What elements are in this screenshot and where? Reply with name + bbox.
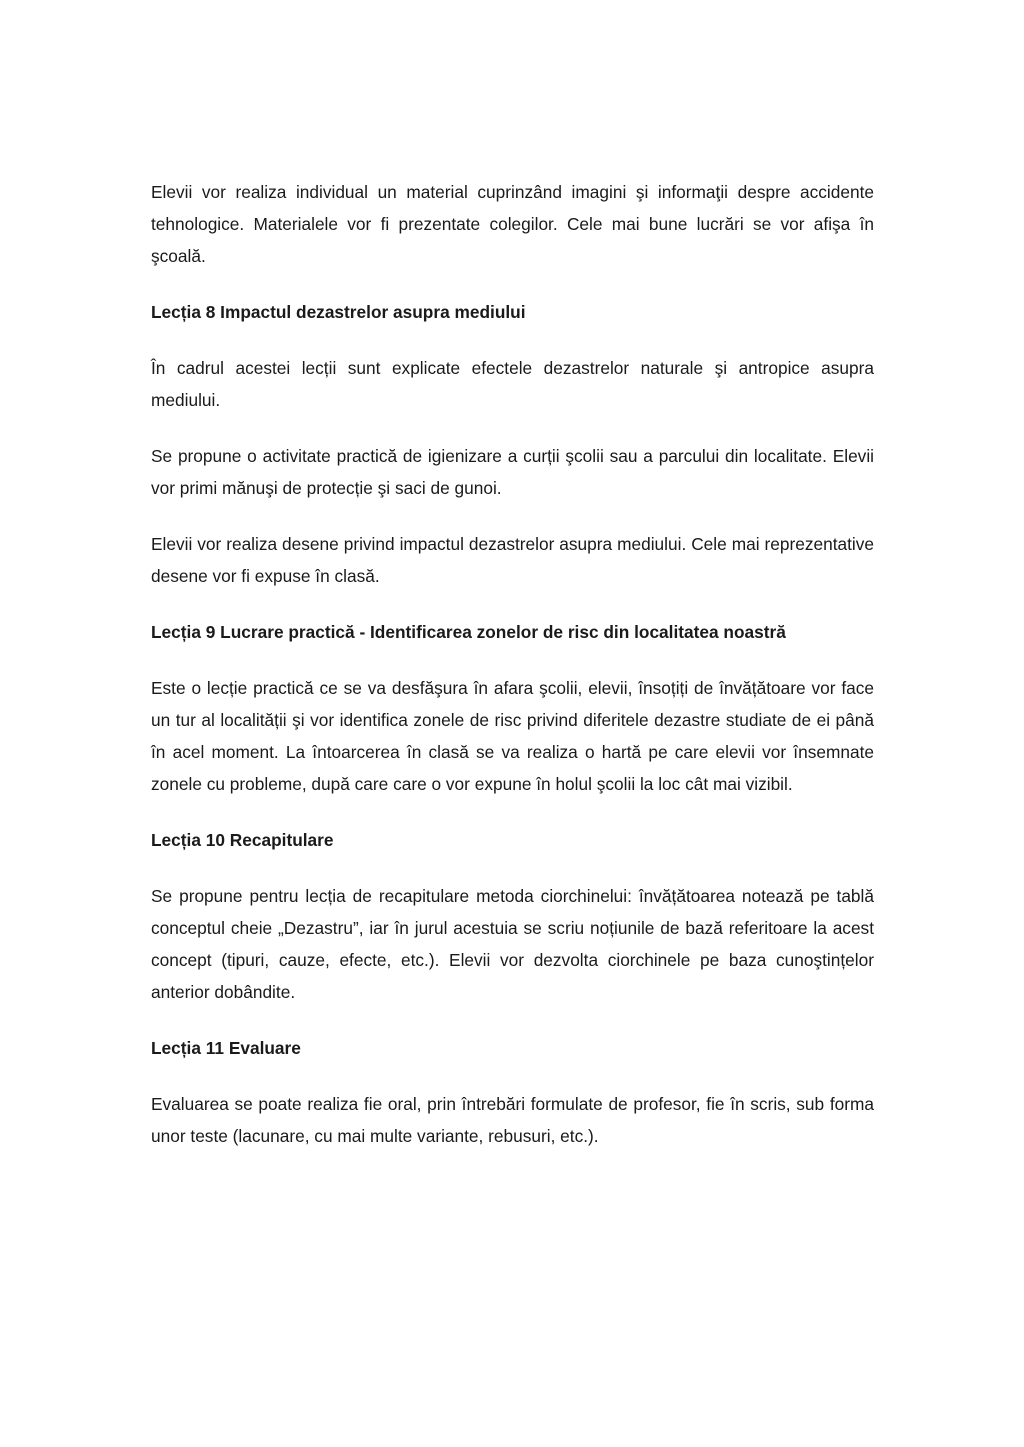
heading-lectia-11: Lecția 11 Evaluare bbox=[151, 1038, 301, 1058]
paragraph-efecte-dezastre: În cadrul acestei lecții sunt explicate efectele dezastrelor naturale şi antropice asupra mediului. bbox=[151, 358, 874, 410]
document-page bbox=[151, 176, 874, 1176]
paragraph-evaluare: Evaluarea se poate realiza fie oral, prin întrebări formulate de profesor, fie în scris, sub forma unor teste (lacunare, cu mai multe variante, rebusuri, etc.). bbox=[151, 1094, 874, 1146]
heading-lectia-10: Lecția 10 Recapitulare bbox=[151, 830, 334, 850]
paragraph-desene: Elevii vor realiza desene privind impactul dezastrelor asupra mediului. Cele mai reprezentative desene vor fi expuse în clasă. bbox=[151, 534, 874, 586]
heading-lectia-9: Lecția 9 Lucrare practică - Identificarea zonelor de risc din localitatea noastră bbox=[151, 622, 786, 642]
paragraph-lectie-practica: Este o lecție practică ce se va desfăşura în afara şcolii, elevii, însoțiți de învățătoare vor face un tur al localității şi vor identifica zonele de risc privind diferitele dezastre studiate de ei până în acel moment. La întoarcerea în clasă se va realiza o hartă pe care elevii vor însemnate zonele cu probleme, după care care o vor expune în holul şcolii la loc cât mai vizibil. bbox=[151, 678, 874, 794]
paragraph-accidente-tehnologice: Elevii vor realiza individual un material cuprinzând imagini şi informaţii despre accidente tehnologice. Materialele vor fi prezentate colegilor. Cele mai bune lucrări se vor afişa în şcoală. bbox=[151, 182, 874, 266]
paragraph-igienizare: Se propune o activitate practică de igienizare a curții şcolii sau a parcului din localitate. Elevii vor primi mănuşi de protecție şi saci de gunoi. bbox=[151, 446, 874, 498]
paragraph-recapitulare: Se propune pentru lecția de recapitulare metoda ciorchinelui: învățătoarea notează pe tablă conceptul cheie „Dezastru”, iar în jurul acestuia se scriu noțiunile de bază referitoare la acest concept (tipuri, cauze, efecte, etc.). Elevii vor dezvolta ciorchinele pe baza cunoştințelor anterior dobândite. bbox=[151, 886, 874, 1002]
heading-lectia-8: Lecția 8 Impactul dezastrelor asupra mediului bbox=[151, 302, 526, 322]
